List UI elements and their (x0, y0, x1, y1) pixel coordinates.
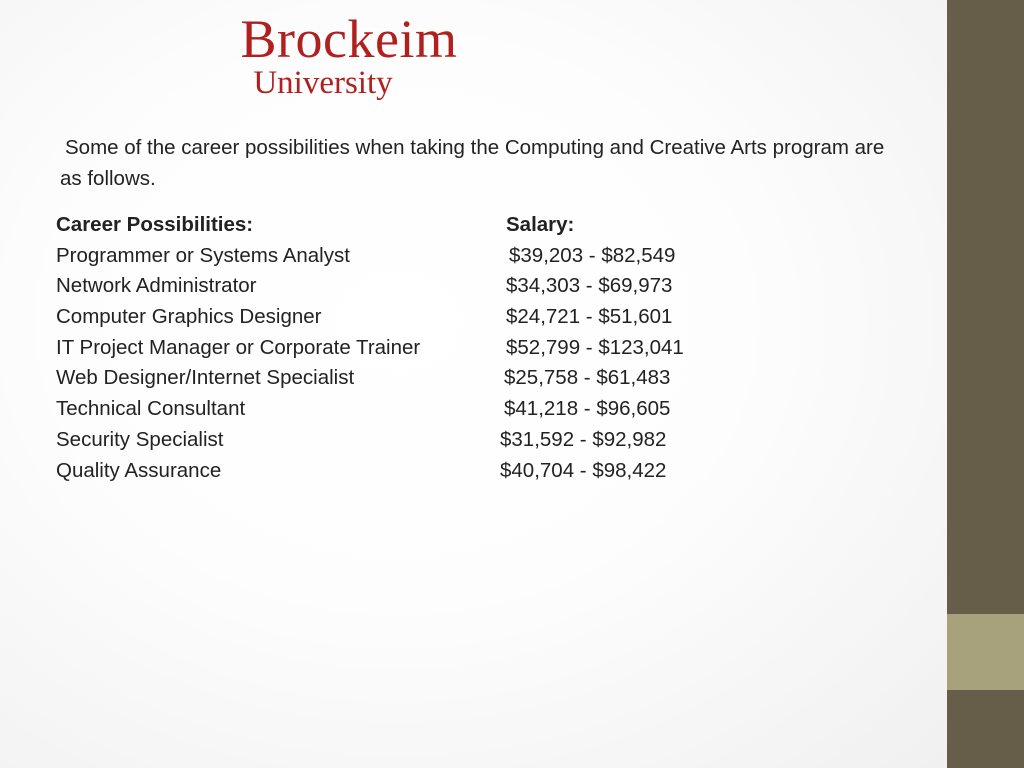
sidebar-accent-block (947, 614, 1024, 690)
table-row (56, 271, 736, 302)
logo-subtitle: University (253, 65, 393, 101)
salary-range: $41,218 - $96,605 (504, 397, 671, 421)
salary-range: $40,704 - $98,422 (500, 458, 667, 482)
career-name: IT Project Manager or Corporate Trainer (56, 335, 421, 359)
table-row (56, 241, 736, 272)
career-name: Technical Consultant (56, 397, 246, 421)
salary-range: $25,758 - $61,483 (504, 366, 671, 390)
logo-name: Brockeim (240, 9, 458, 69)
career-name: Computer Graphics Designer (56, 305, 322, 329)
table-row (56, 302, 736, 333)
career-name: Security Specialist (56, 427, 224, 451)
salary-range: $52,799 - $123,041 (506, 335, 684, 359)
salary-range: $39,203 - $82,549 (509, 243, 676, 267)
table-header-row (56, 210, 736, 241)
career-name: Network Administrator (56, 274, 257, 298)
table-row (56, 333, 736, 364)
table-row (56, 363, 736, 394)
header-salary: Salary: (506, 213, 575, 236)
brockeim-university-logo (214, 8, 484, 100)
career-name: Web Designer/Internet Specialist (56, 366, 355, 390)
decorative-sidebar (947, 0, 1024, 768)
career-salary-table (56, 210, 736, 486)
table-row (56, 456, 736, 487)
intro-paragraph: Some of the career possibilities when taking the Computing and Creative Arts program are as follows. (60, 136, 885, 190)
career-name: Quality Assurance (56, 458, 222, 482)
salary-range: $34,303 - $69,973 (506, 274, 673, 298)
salary-range: $31,592 - $92,982 (500, 427, 667, 451)
table-row (56, 394, 736, 425)
table-row (56, 425, 736, 456)
career-name: Programmer or Systems Analyst (56, 243, 350, 267)
header-career: Career Possibilities: (56, 213, 254, 236)
salary-range: $24,721 - $51,601 (506, 305, 673, 329)
